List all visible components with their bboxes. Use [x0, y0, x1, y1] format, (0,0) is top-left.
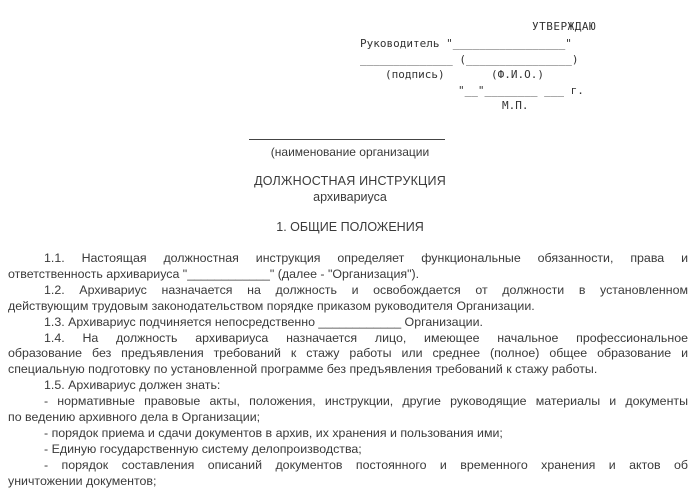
paragraph-1-1-line-2: ответственность архивариуса "____________" (далее - "Организация"). — [8, 266, 420, 281]
list-item-2: - порядок приема и сдачи документов в архив, их хранения и пользования ими; — [44, 425, 503, 440]
list-item-1-line-2: по ведению архивного дела в Организации; — [8, 410, 261, 425]
approve-label: УТВЕРЖДАЮ — [532, 20, 597, 33]
paragraph-1-2-line-1: 1.2. Архивариус назначается на должность и освобождается от должности в установленном — [44, 282, 688, 297]
organization-caption: (наименование организации — [270, 145, 430, 159]
stamp-label: М.П. — [502, 99, 529, 112]
paragraph-1-4-line-1: 1.4. На должность архивариуса назначается лицо, имеющее начальное профессиональное — [44, 330, 688, 345]
document-subtitle: архивариуса — [313, 190, 387, 204]
document-body — [8, 251, 688, 490]
date-line: "__"________ ___ г. — [458, 84, 584, 97]
list-item-4-line-1: - порядок составления описаний документов постоянного и временного хранения и актов об — [44, 457, 688, 472]
list-item-3: - Единую государственную систему делопроизводства; — [44, 441, 362, 456]
section-heading: 1. ОБЩИЕ ПОЛОЖЕНИЯ — [276, 220, 424, 234]
document-title: ДОЛЖНОСТНАЯ ИНСТРУКЦИЯ — [254, 174, 446, 188]
paragraph-1-4-line-2: образование без предъявления требований к стажу работы или среднее (полное) общее образование и — [8, 346, 688, 361]
sign-line: ______________ (________________) — [360, 53, 579, 66]
paragraph-1-4-line-3: специальную подготовку по установленной программе без предъявления требований к стажу работы. — [8, 362, 598, 377]
list-item-4-line-2: уничтожении документов; — [8, 473, 157, 488]
list-item-1-line-1: - нормативные правовые акты, положения, инструкции, другие руководящие материалы и документы — [44, 394, 688, 409]
sign-captions: (подпись) (Ф.И.О.) — [385, 68, 544, 81]
organization-name-line — [249, 139, 445, 140]
paragraph-1-2-line-2: действующим трудовым законодательством порядке приказом руководителя Организации. — [8, 298, 535, 313]
paragraph-1-5: 1.5. Архивариус должен знать: — [44, 378, 221, 393]
paragraph-1-1-line-1: 1.1. Настоящая должностная инструкция определяет функциональные обязанности, права и — [44, 251, 688, 265]
head-line: Руководитель "_________________" — [360, 37, 572, 50]
paragraph-1-3: 1.3. Архивариус подчиняется непосредственно ____________ Организации. — [44, 314, 483, 329]
